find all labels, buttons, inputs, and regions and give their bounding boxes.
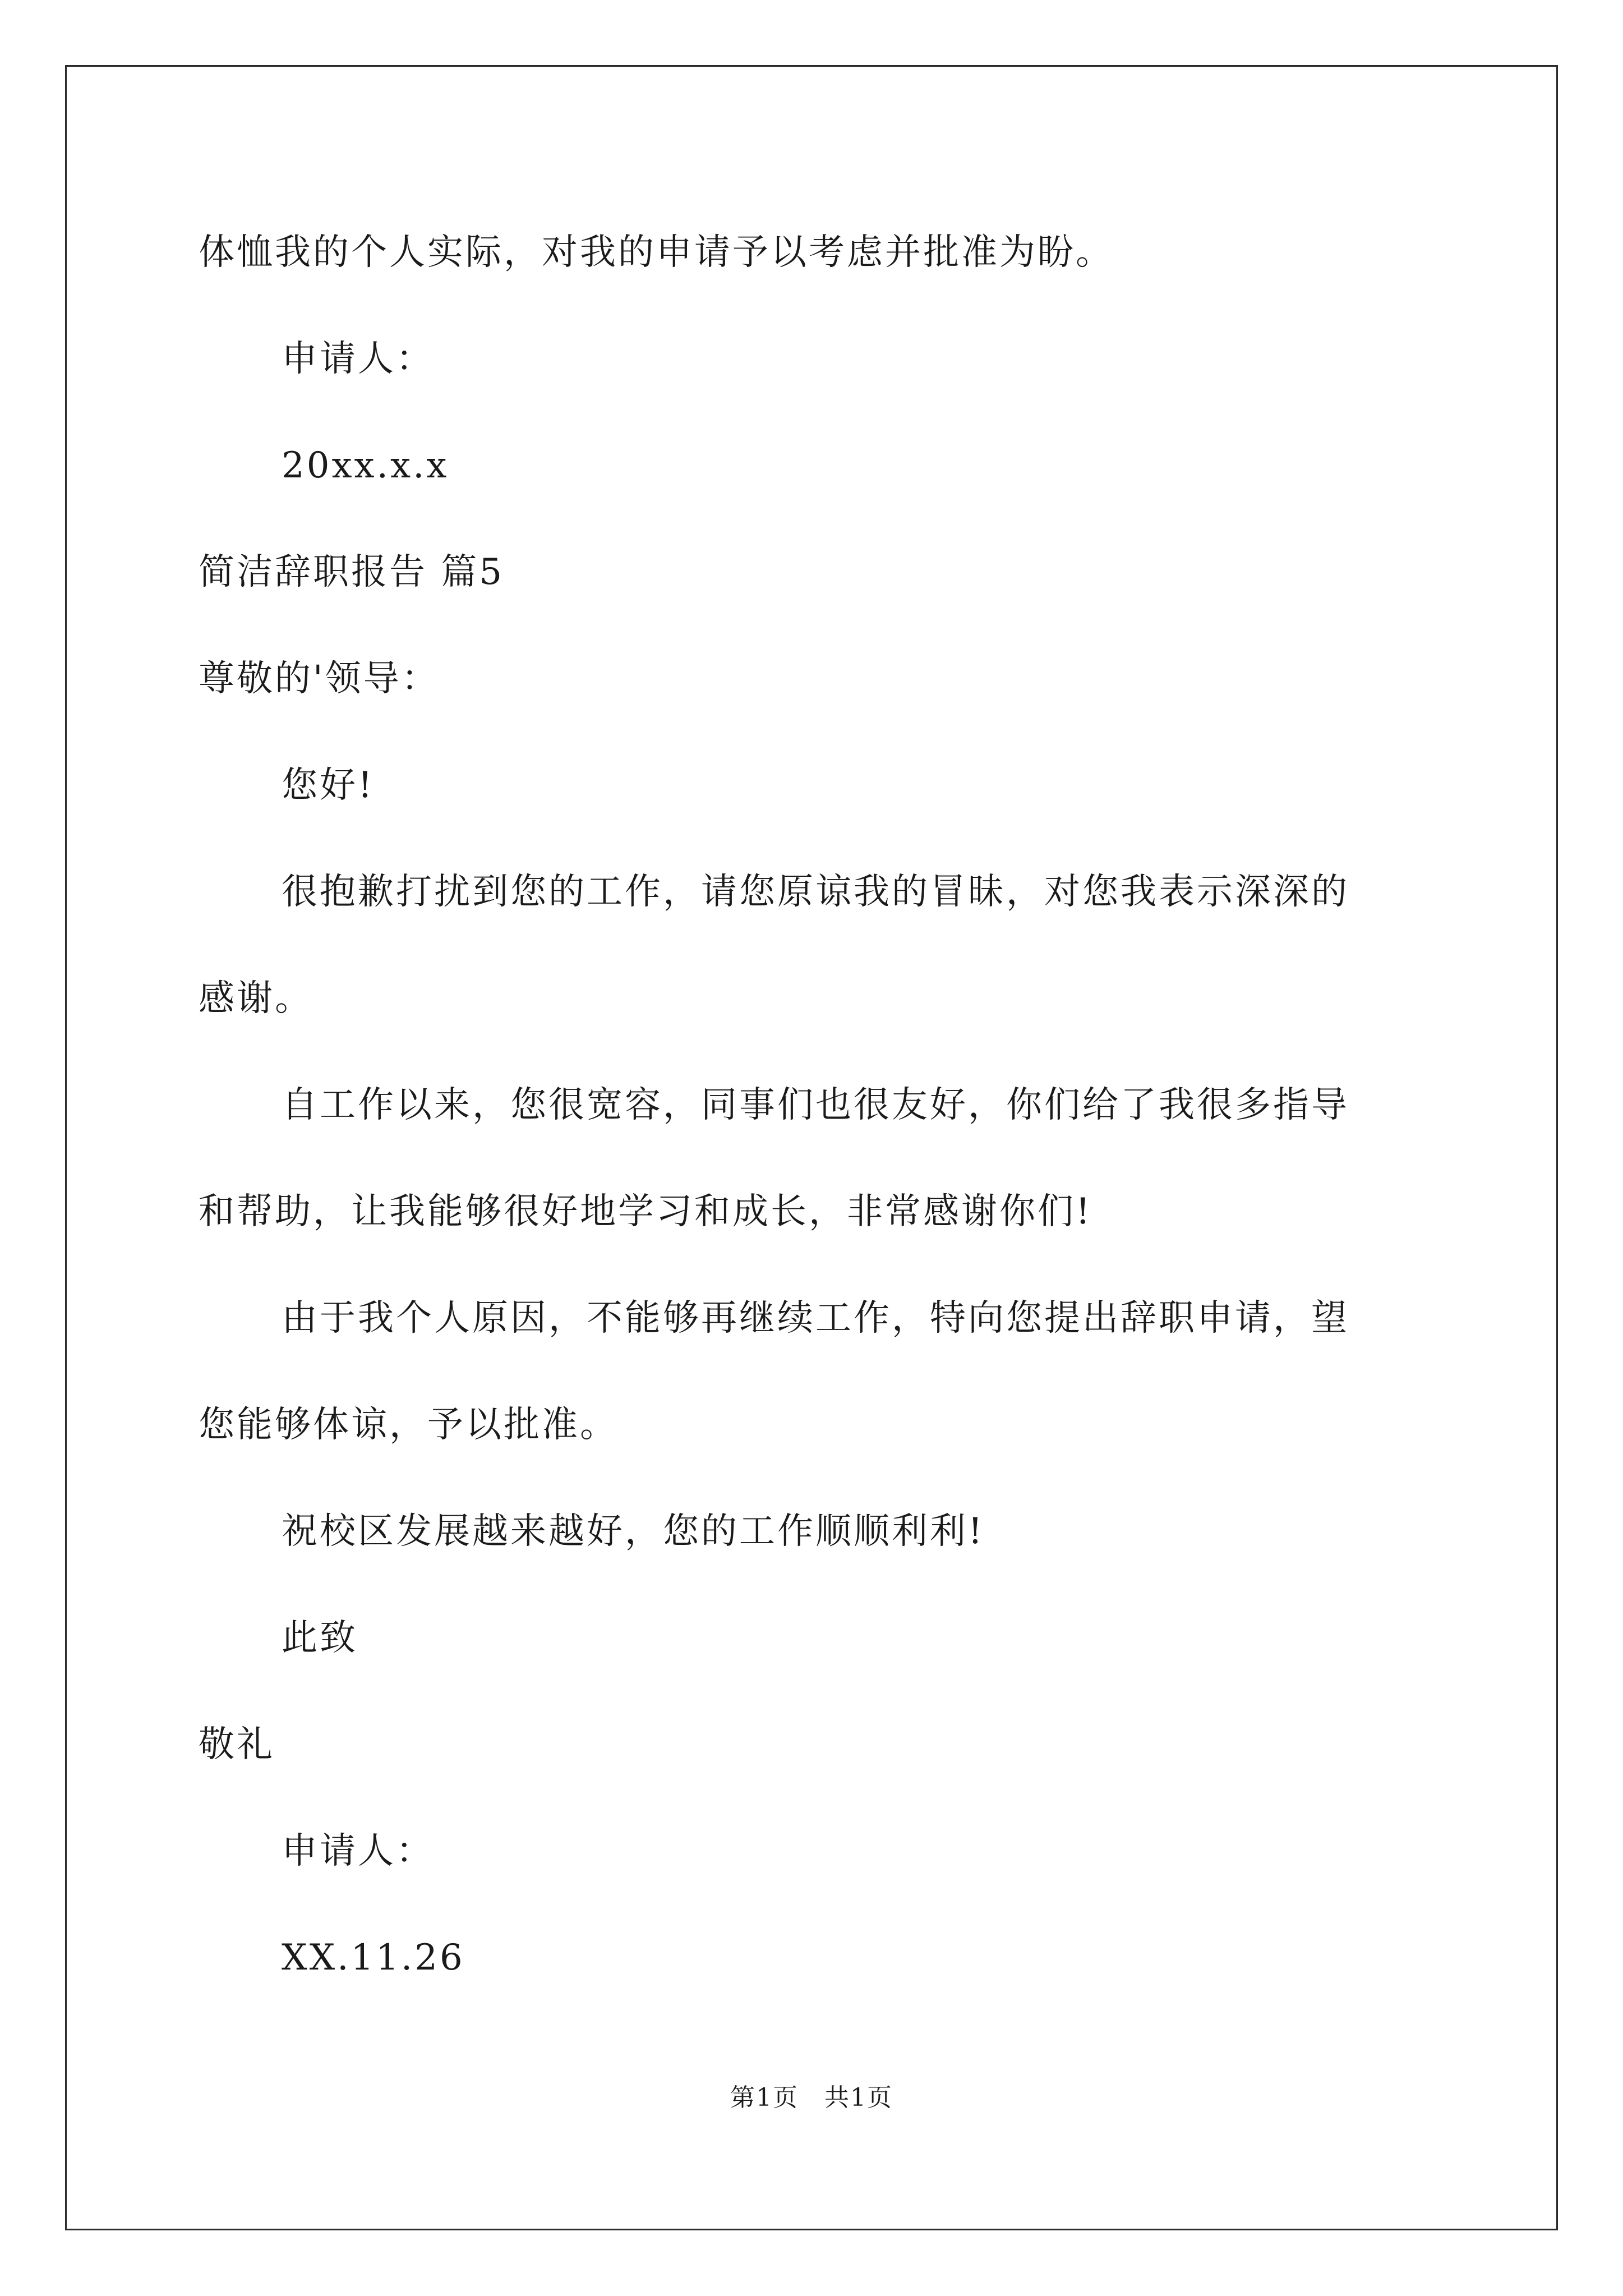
- page-number-footer: 第1页 共1页: [730, 2083, 893, 2112]
- applicant-label: 申请人：: [282, 1830, 434, 1872]
- applicant-label: 申请人：: [282, 338, 434, 380]
- paragraph-line: 由于我个人原因，不能够再继续工作，特向您提出辞职申请，望: [282, 1297, 1349, 1339]
- date-line: XX.11.26: [282, 1937, 465, 1978]
- paragraph-line: 您能够体谅，予以批准。: [199, 1404, 618, 1446]
- closing-line: 此致: [282, 1617, 358, 1659]
- paragraph-line: 和帮助，让我能够很好地学习和成长，非常感谢你们!: [199, 1191, 1092, 1232]
- page-frame: [65, 65, 1558, 2230]
- greeting: 您好!: [282, 765, 375, 806]
- paragraph-line: 祝校区发展越来越好，您的工作顺顺利利!: [282, 1511, 985, 1552]
- paragraph-line: 体恤我的个人实际，对我的申请予以考虑并批准为盼。: [199, 232, 1114, 273]
- date-line: 20xx.x.x: [282, 445, 449, 486]
- paragraph-line: 自工作以来，您很宽容，同事们也很友好，你们给了我很多指导: [282, 1084, 1349, 1126]
- section-heading: 简洁辞职报告 篇5: [199, 551, 505, 593]
- paragraph-line: 很抱歉打扰到您的工作，请您原谅我的冒昧，对您我表示深深的: [282, 871, 1349, 913]
- salutation: 尊敬的'领导：: [199, 658, 440, 700]
- paragraph-line: 感谢。: [199, 978, 313, 1019]
- closing-salute: 敬礼: [199, 1724, 275, 1765]
